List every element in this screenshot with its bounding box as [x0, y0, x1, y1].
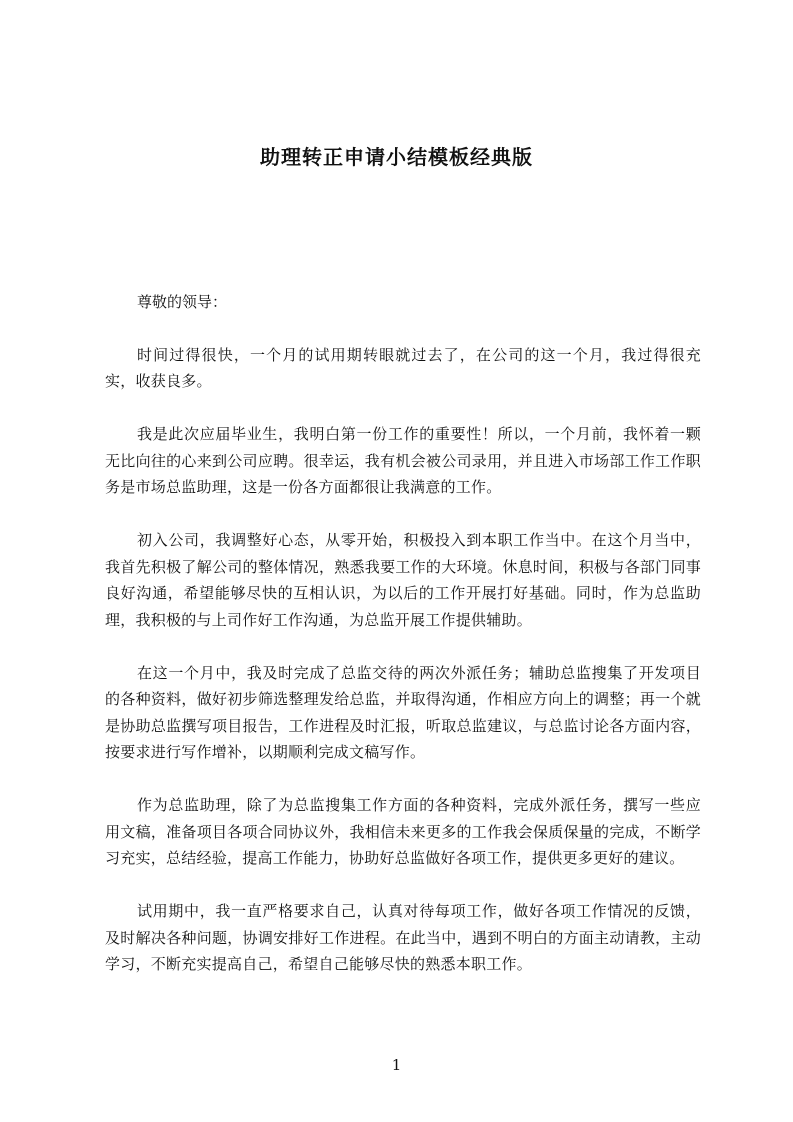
salutation: 尊敬的领导：: [137, 293, 228, 311]
document-title: 助理转正申请小结模板经典版: [260, 145, 533, 169]
paragraph-3: 初入公司，我调整好心态，从零开始，积极投入到本职工作当中。在这个月当中，我首先积极了解公司的整体情况，熟悉我要工作的大环境。休息时间，积极与各部门同事良好沟通，希望能够尽快的互相认识，为以后的工作开展打好基础。同时，作为总监助理，我积极的与上司作好工作沟通，为总监开展工作提供辅助。: [105, 531, 701, 629]
paragraph-1: 时间过得很快，一个月的试用期转眼就过去了，在公司的这一个月，我过得很充实，收获良多。: [105, 345, 701, 390]
page-number: 1: [391, 1056, 402, 1074]
document-body: [105, 289, 701, 1004]
paragraph-2: 我是此次应届毕业生，我明白第一份工作的重要性！所以，一个月前，我怀着一颗无比向往的心来到公司应聘。很幸运，我有机会被公司录用，并且进入市场部工作工作职务是市场总监助理，这是一份各方面都很让我满意的工作。: [105, 425, 701, 496]
paragraph-6: 试用期中，我一直严格要求自己，认真对待每项工作，做好各项工作情况的反馈，及时解决各种问题，协调安排好工作进程。在此当中，遇到不明白的方面主动请教，主动学习，不断充实提高自己，希望自己能够尽快的熟悉本职工作。: [105, 902, 701, 973]
paragraph-4: 在这一个月中，我及时完成了总监交待的两次外派任务；辅助总监搜集了开发项目的各种资料，做好初步筛选整理发给总监，并取得沟通，作相应方向上的调整；再一个就是协助总监撰写项目报告，工作进程及时汇报，听取总监建议，与总监讨论各方面内容，按要求进行写作增补，以期顺利完成文稿写作。: [105, 663, 701, 761]
paragraph-5: 作为总监助理，除了为总监搜集工作方面的各种资料，完成外派任务，撰写一些应用文稿，准备项目各项合同协议外，我相信未来更多的工作我会保质保量的完成，不断学习充实，总结经验，提高工作能力，协助好总监做好各项工作，提供更多更好的建议。: [105, 796, 701, 867]
